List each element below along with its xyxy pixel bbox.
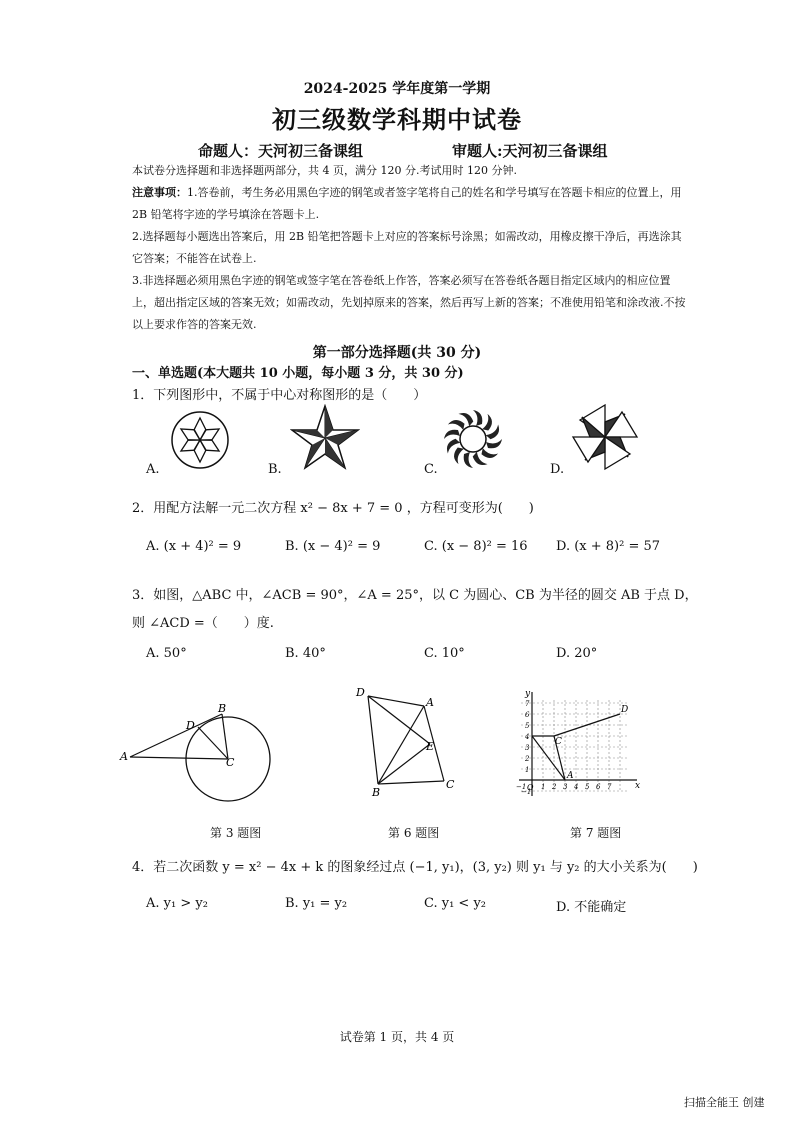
- q1-figure-d: [570, 402, 640, 472]
- q1-option-d: D.: [550, 462, 565, 477]
- fig7-y-tick: 7: [525, 700, 530, 708]
- section-title: 一、单选题(本大题共 10 小题，每小题 3 分，共 30 分): [132, 366, 464, 381]
- q2-option-d: D. (x + 8)² = 57: [556, 539, 661, 554]
- notice-text-1: 1.答卷前，考生务必用黑色字迹的钢笔或者签字笔将自己的姓名和学号填写在答题卡相应的位置上，用 2B 铅笔将字迹的学号填涂在答题卡上.: [132, 186, 682, 221]
- notice-item-3: 3.非选择题必须用黑色字迹的钢笔或签字笔在答卷纸上作答，答案必须写在答卷纸各题目指定区域内的相应位置上，超出指定区域的答案无效；如需改动，先划掉原来的答案，然后再写上新的答案；不准使用铅笔和涂改液.不按以上要求作答的答案无效.: [132, 274, 686, 331]
- fig7-y-tick: 5: [525, 722, 530, 730]
- fig7-x-tick: 5: [585, 783, 590, 791]
- figure-7: [515, 686, 645, 804]
- exam-intro: 本试卷分选择题和非选择题两部分，共 4 页，满分 120 分.考试用时 120 分钟.: [132, 164, 517, 177]
- fig7-x-tick: 1: [541, 783, 546, 791]
- fig7-x-tick: 7: [607, 783, 612, 791]
- fig3-label-b: B: [218, 702, 227, 715]
- fig7-x-tick: 4: [574, 783, 579, 791]
- fig7-point-a: A: [567, 771, 574, 781]
- q3-stem-line1: 3．如图，△ABC 中，∠ACB = 90°，∠A = 25°，以 C 为圆心、CB 为半径的圆交 AB 于点 D，: [132, 588, 698, 603]
- q1-option-a: A.: [146, 462, 160, 477]
- notice-label: 注意事项：: [132, 186, 187, 199]
- fig6-label-b: B: [372, 786, 381, 799]
- q3-option-b: B. 40°: [285, 646, 326, 661]
- page-footer: 试卷第 1 页，共 4 页: [339, 1030, 455, 1044]
- figure-7-caption: 第 7 题图: [570, 826, 622, 840]
- fig7-axis-x-label: x: [635, 781, 641, 791]
- q2-stem: 2．用配方法解一元二次方程 x² − 8x + 7 = 0 ，方程可变形为( ): [132, 501, 534, 516]
- q1-option-b: B.: [268, 462, 282, 477]
- q1-figure-b: [290, 404, 360, 470]
- page-title: 初三级数学科期中试卷: [272, 105, 522, 134]
- q1-figure-c: [440, 406, 506, 472]
- fig7-y-tick: 4: [525, 733, 530, 741]
- notice-item-1: [132, 182, 692, 226]
- figure-6: [350, 684, 465, 802]
- q3-option-c: C. 10°: [424, 646, 465, 661]
- fig7-y-tick: 3: [525, 744, 530, 752]
- q4-option-a: A. y₁ > y₂: [146, 896, 208, 911]
- fig3-label-d: D: [186, 719, 195, 732]
- q3-option-d: D. 20°: [556, 646, 598, 661]
- q1-figure-a: [170, 410, 230, 470]
- fig7-y-tick: 2: [525, 755, 530, 763]
- fig7-y-tick: 6: [525, 711, 530, 719]
- fig6-label-e: E: [426, 740, 435, 753]
- fig7-x-tick: 3: [563, 783, 568, 791]
- q3-stem-line2: 则 ∠ACD =（ ）度.: [132, 616, 274, 631]
- part-title: 第一部分选择题(共 30 分): [312, 345, 482, 361]
- q3-option-a: A. 50°: [146, 646, 187, 661]
- year-term: 2024-2025 学年度第一学期: [303, 81, 491, 97]
- q2-option-c: C. (x − 8)² = 16: [424, 539, 528, 554]
- q1-option-c: C.: [424, 462, 438, 477]
- figure-3-caption: 第 3 题图: [210, 826, 262, 840]
- figure-6-caption: 第 6 题图: [388, 826, 440, 840]
- fig7-point-c: C: [555, 737, 562, 747]
- fig3-label-c: C: [226, 756, 235, 769]
- fig7-y-tick: −1: [521, 788, 532, 796]
- fig7-x-tick: 6: [596, 783, 601, 791]
- fig6-label-c: C: [446, 778, 455, 791]
- fig7-point-d: D: [621, 705, 629, 715]
- q4-option-d: D. 不能确定: [556, 900, 627, 915]
- reviewer: 审题人:天河初三备课组: [452, 142, 608, 160]
- figure-3: [118, 700, 278, 805]
- fig7-y-tick: 1: [525, 766, 530, 774]
- q2-option-a: A. (x + 4)² = 9: [146, 539, 242, 554]
- q4-stem: 4．若二次函数 y = x² − 4x + k 的图象经过点 (−1, y₁)，(3, y₂) 则 y₁ 与 y₂ 的大小关系为( ): [132, 860, 698, 875]
- fig3-label-a: A: [120, 750, 128, 763]
- q4-option-b: B. y₁ = y₂: [285, 896, 348, 911]
- q4-option-c: C. y₁ < y₂: [424, 896, 487, 911]
- fig7-y-ticks: [521, 700, 531, 796]
- fig7-x-tick: 2: [552, 783, 557, 791]
- fig7-axis-y-label: y: [525, 689, 531, 699]
- setter: 命题人：天河初三备课组: [198, 142, 364, 160]
- fig7-origin-label: O: [527, 783, 534, 792]
- fig6-label-a: A: [426, 696, 434, 709]
- fig7-grid: [521, 700, 627, 791]
- fig6-label-d: D: [356, 686, 365, 699]
- fig7-x-tick: −1: [516, 783, 527, 791]
- q2-option-b: B. (x − 4)² = 9: [285, 539, 381, 554]
- notice-item-2: 2.选择题每小题选出答案后，用 2B 铅笔把答题卡上对应的答案标号涂黑；如需改动，用橡皮擦干净后，再选涂其它答案；不能答在试卷上.: [132, 230, 682, 265]
- scanner-watermark: 扫描全能王 创建: [684, 1096, 765, 1109]
- q1-stem: 1．下列图形中，不属于中心对称图形的是（ ）: [132, 388, 427, 403]
